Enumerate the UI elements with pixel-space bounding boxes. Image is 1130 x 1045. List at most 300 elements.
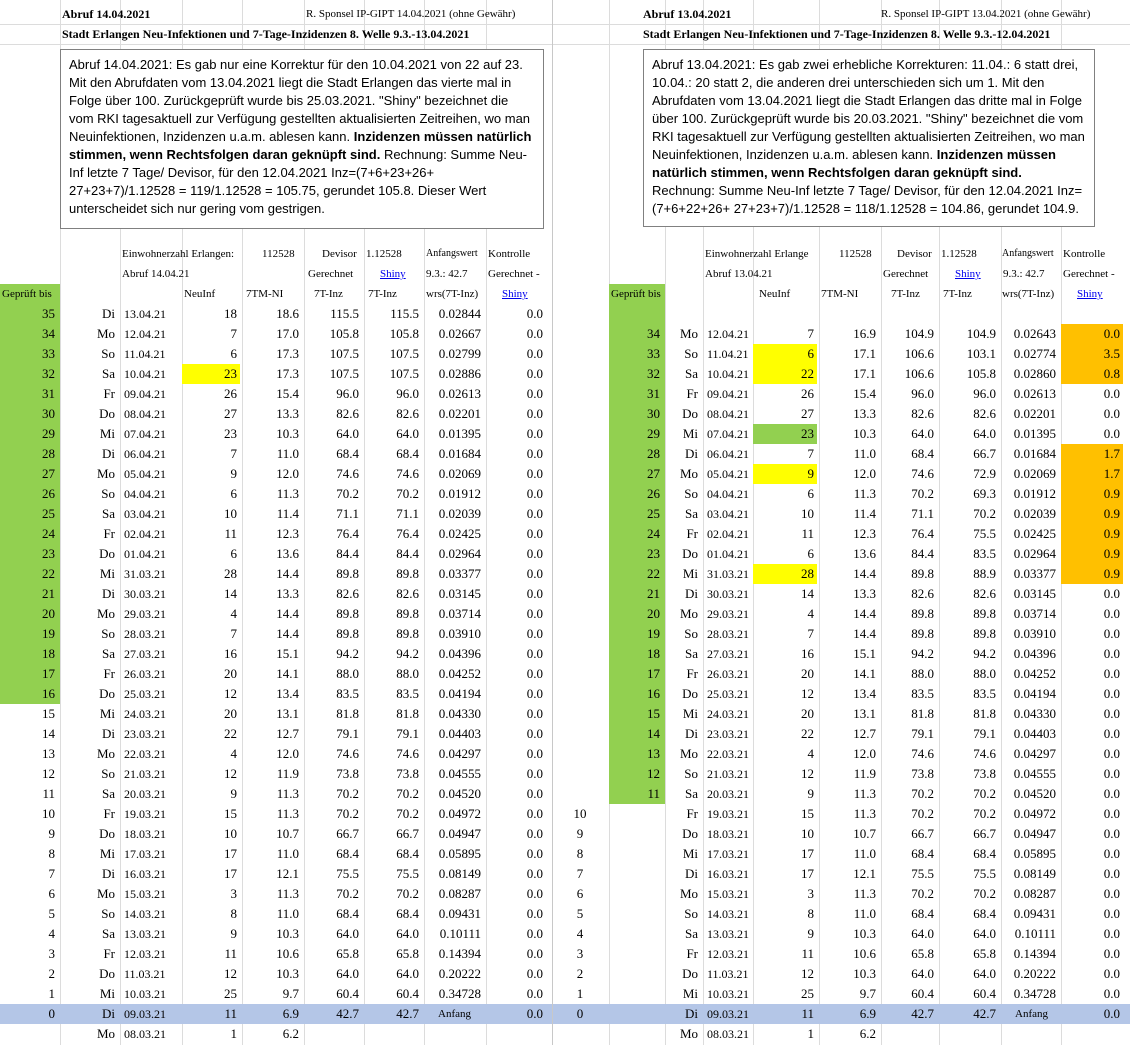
table-row [553, 464, 1130, 484]
cell-weekday: Di [102, 1006, 115, 1021]
cell-7t-inz: 64.0 [911, 426, 934, 441]
cell-date: 17.03.21 [124, 847, 166, 861]
cell-date: 12.03.21 [124, 947, 166, 961]
table-row [0, 904, 552, 924]
cell-checked-index [609, 924, 663, 944]
cell-date: 11.04.21 [124, 347, 166, 361]
table-row [553, 424, 1130, 444]
cell-date: 03.04.21 [707, 507, 749, 521]
cell-control: 0.0 [1103, 766, 1120, 781]
cell-wrs: 0.02964 [1013, 546, 1056, 561]
author-line: R. Sponsel IP-GIPT 14.04.2021 (ohne Gewähr) [306, 8, 516, 20]
cell-wrs: 0.08149 [438, 866, 481, 881]
cell-7tm-ni: 12.7 [276, 726, 299, 741]
cell-control: 0.0 [1103, 986, 1120, 1001]
cell-7tm-ni [819, 304, 879, 324]
cell-weekday: Sa [685, 366, 698, 381]
cell-neuinf: 15 [801, 806, 814, 821]
table-row [553, 624, 1130, 644]
cell-checked-index: 29 [609, 424, 663, 444]
cell-7t-inz: 71.1 [911, 506, 934, 521]
cell-checked-index: 34 [0, 324, 58, 344]
sheet-abruf-13-04 [552, 0, 1130, 1045]
cell-weekday: Fr [103, 526, 115, 541]
cell-7t-inz: 76.4 [911, 526, 934, 541]
cell-7t-inz-shiny: 88.0 [973, 666, 996, 681]
cell-7tm-ni: 10.7 [853, 826, 876, 841]
cell-7t-inz: 107.5 [329, 366, 359, 381]
cell-7t-inz-shiny: 70.2 [973, 786, 996, 801]
cell-row-index [553, 704, 607, 724]
cell-date: 23.03.21 [707, 727, 749, 741]
col-header-7t-inz: 7T-Inz [891, 288, 920, 300]
cell-neuinf: 14 [801, 586, 814, 601]
cell-checked-index: 14 [42, 726, 55, 741]
cell-row-index [553, 1024, 607, 1044]
cell-7t-inz-shiny: 89.8 [396, 566, 419, 581]
cell-weekday: Di [685, 1006, 698, 1021]
cell-7t-inz-shiny: 74.6 [396, 746, 419, 761]
cell-control: 0.0 [526, 586, 543, 601]
cell-checked-index: 6 [48, 886, 55, 901]
cell-neuinf: 25 [224, 986, 237, 1001]
cell-control: 0.0 [1103, 706, 1120, 721]
cell-neuinf: 12 [224, 686, 237, 701]
cell-7tm-ni: 13.1 [276, 706, 299, 721]
cell-date: 12.04.21 [707, 327, 749, 341]
cell-weekday: Do [99, 826, 115, 841]
cell-neuinf: 26 [224, 386, 237, 401]
cell-7t-inz: 70.2 [911, 486, 934, 501]
cell-date: 10.03.21 [124, 987, 166, 1001]
cell-7t-inz: 76.4 [336, 526, 359, 541]
col-header-shiny-link[interactable]: Shiny [502, 288, 528, 300]
table-row [553, 644, 1130, 664]
cell-7t-inz-shiny: 74.6 [973, 746, 996, 761]
cell-7t-inz-shiny: 96.0 [396, 386, 419, 401]
cell-weekday: Mo [679, 466, 698, 481]
table-row [553, 784, 1130, 804]
cell-wrs: 0.02643 [1013, 326, 1056, 341]
cell-7t-inz: 64.0 [336, 926, 359, 941]
cell-wrs: 0.01684 [1013, 446, 1056, 461]
cell-date: 31.03.21 [707, 567, 749, 581]
cell-date: 16.03.21 [124, 867, 166, 881]
cell-7t-inz-shiny [939, 1024, 999, 1044]
cell-wrs: 0.04330 [1013, 706, 1056, 721]
cell-neuinf: 12 [801, 966, 814, 981]
table-row [553, 924, 1130, 944]
cell-wrs: 0.04252 [1013, 666, 1056, 681]
cell-weekday: Sa [102, 786, 115, 801]
einwohner-label: Einwohnerzahl Erlangen: [122, 248, 235, 260]
cell-date: 29.03.21 [124, 607, 166, 621]
cell-checked-index: 29 [0, 424, 58, 444]
cell-date: 13.03.21 [124, 927, 166, 941]
table-row [553, 364, 1130, 384]
cell-row-index: 3 [576, 946, 584, 961]
note-text: Abruf 14.04.2021: Es gab nur eine Korrektur für den 10.04.2021 von 22 auf 23. Mit den Abrufdaten vom 13.04.2021 liegt die Stadt Erlangen das vierte mal in Folge über 100. Zurückgeprüft wurde bis 25.03.2021. "Shiny" bezeichnet die vom RKI tagesaktuell zur Verfügung gestellten aktualisierten Zeitreihen, wo man Neuinfektionen, Inzidenzen u.a.m. ablesen kann. [69, 57, 531, 144]
cell-neuinf: 10 [224, 506, 237, 521]
cell-wrs: 0.04520 [438, 786, 481, 801]
cell-neuinf: 9 [230, 786, 237, 801]
cell-neuinf: 6 [753, 344, 817, 364]
cell-weekday: So [101, 906, 115, 921]
cell-7t-inz-shiny: 64.0 [973, 966, 996, 981]
cell-date: 27.03.21 [124, 647, 166, 661]
cell-7t-inz: 75.5 [911, 866, 934, 881]
table-row [0, 1024, 552, 1044]
cell-wrs: 0.34728 [438, 986, 481, 1001]
cell-control: 0.9 [1061, 544, 1123, 564]
cell-date: 10.04.21 [124, 367, 166, 381]
cell-date: 07.04.21 [124, 427, 166, 441]
table-row [0, 984, 552, 1004]
table-row [553, 744, 1130, 764]
cell-control: 0.9 [1061, 564, 1123, 584]
cell-row-index [553, 404, 607, 424]
table-row [553, 804, 1130, 824]
cell-7t-inz: 96.0 [911, 386, 934, 401]
cell-checked-index [609, 944, 663, 964]
cell-checked-index: 5 [48, 906, 55, 921]
table-row [0, 764, 552, 784]
cell-control: 0.0 [1103, 866, 1120, 881]
cell-7t-inz: 68.4 [336, 446, 359, 461]
cell-7tm-ni: 11.0 [853, 906, 876, 921]
cell-wrs: 0.02069 [438, 466, 481, 481]
cell-wrs: 0.04330 [438, 706, 481, 721]
cell-neuinf: 11 [801, 1006, 814, 1021]
cell-wrs: 0.04194 [438, 686, 481, 701]
anfangswert-label: Anfangswert [426, 248, 478, 259]
cell-date: 02.04.21 [707, 527, 749, 541]
table-row [553, 564, 1130, 584]
cell-control: 0.0 [1103, 406, 1120, 421]
cell-date: 27.03.21 [707, 647, 749, 661]
cell-wrs: 0.03910 [1013, 626, 1056, 641]
cell-neuinf: 26 [801, 386, 814, 401]
cell-7t-inz: 74.6 [911, 466, 934, 481]
cell-7t-inz: 70.2 [336, 806, 359, 821]
cell-7t-inz: 81.8 [336, 706, 359, 721]
cell-weekday: So [684, 346, 698, 361]
divisor-value: 1.12528 [941, 248, 977, 260]
cell-weekday: Mi [99, 986, 115, 1001]
cell-7tm-ni: 17.1 [853, 366, 876, 381]
cell-7t-inz-shiny: 42.7 [973, 1006, 996, 1021]
cell-7tm-ni: 15.1 [276, 646, 299, 661]
cell-weekday: Do [682, 546, 698, 561]
cell-7tm-ni: 6.9 [282, 1006, 299, 1021]
table-row [0, 924, 552, 944]
cell-checked-index: 33 [0, 344, 58, 364]
table-row [0, 624, 552, 644]
cell-row-index: 4 [576, 926, 584, 941]
cell-checked-index [609, 884, 663, 904]
cell-checked-index: 25 [0, 504, 58, 524]
cell-neuinf: 7 [230, 626, 237, 641]
cell-row-index [553, 424, 607, 444]
cell-weekday: Mo [679, 746, 698, 761]
cell-neuinf: 6 [230, 346, 237, 361]
cell-control: 0.0 [1103, 626, 1120, 641]
table-row [0, 704, 552, 724]
sheet-subtitle: Stadt Erlangen Neu-Infektionen und 7-Tage-Inzidenzen 8. Welle 9.3.-13.04.2021 [62, 27, 470, 41]
cell-wrs: 0.20222 [1013, 966, 1056, 981]
cell-date: 08.03.21 [124, 1027, 166, 1041]
cell-control: 0.0 [526, 366, 543, 381]
cell-neuinf: 8 [230, 906, 237, 921]
cell-checked-index: 32 [0, 364, 58, 384]
cell-control: 0.0 [1103, 906, 1120, 921]
cell-7t-inz: 68.4 [911, 846, 934, 861]
cell-7t-inz: 73.8 [336, 766, 359, 781]
cell-7tm-ni: 13.4 [853, 686, 876, 701]
cell-date: 15.03.21 [124, 887, 166, 901]
cell-checked-index: 14 [609, 724, 663, 744]
cell-weekday: Mo [679, 1026, 698, 1041]
cell-7tm-ni: 13.6 [853, 546, 876, 561]
cell-checked-index: 13 [42, 746, 55, 761]
cell-neuinf: 22 [801, 726, 814, 741]
cell-date: 19.03.21 [707, 807, 749, 821]
table-row [0, 524, 552, 544]
cell-control: 0.0 [1103, 686, 1120, 701]
cell-checked-index: 12 [42, 766, 55, 781]
cell-checked-index: 22 [0, 564, 58, 584]
cell-control: 0.0 [526, 886, 543, 901]
cell-checked-index: 0 [48, 1006, 55, 1021]
cell-7t-inz: 82.6 [336, 406, 359, 421]
cell-7t-inz-shiny: 73.8 [396, 766, 419, 781]
table-row [553, 824, 1130, 844]
cell-7t-inz: 65.8 [336, 946, 359, 961]
cell-control: 0.0 [526, 606, 543, 621]
cell-7tm-ni: 12.0 [853, 746, 876, 761]
cell-7t-inz: 82.6 [336, 586, 359, 601]
cell-7tm-ni: 12.7 [853, 726, 876, 741]
cell-wrs: 0.01912 [438, 486, 481, 501]
cell-neuinf: 4 [230, 746, 237, 761]
cell-date: 20.03.21 [124, 787, 166, 801]
cell-checked-index [609, 804, 663, 824]
cell-7t-inz-shiny: 84.4 [396, 546, 419, 561]
cell-7t-inz: 64.0 [336, 966, 359, 981]
cell-date: 09.03.21 [124, 1007, 166, 1021]
cell-7t-inz-shiny: 71.1 [396, 506, 419, 521]
cell-checked-index: 31 [0, 384, 58, 404]
table-row [553, 404, 1130, 424]
table-row [553, 444, 1130, 464]
cell-checked-index [609, 864, 663, 884]
cell-7tm-ni: 14.4 [853, 566, 876, 581]
cell-checked-index: 25 [609, 504, 663, 524]
cell-control: 0.0 [526, 746, 543, 761]
gerechnet-label: Gerechnet [883, 268, 929, 280]
cell-7tm-ni: 10.3 [853, 926, 876, 941]
table-row [0, 344, 552, 364]
cell-7tm-ni: 17.3 [276, 366, 299, 381]
table-row [553, 724, 1130, 744]
cell-7t-inz: 89.8 [911, 626, 934, 641]
cell-neuinf: 23 [224, 426, 237, 441]
table-row [0, 504, 552, 524]
cell-7tm-ni: 12.0 [276, 746, 299, 761]
cell-wrs: 0.02201 [438, 406, 481, 421]
cell-wrs: 0.01395 [438, 426, 481, 441]
shiny-link[interactable]: Shiny [955, 268, 981, 280]
cell-checked-index: 3 [48, 946, 55, 961]
cell-7t-inz: 84.4 [336, 546, 359, 561]
cell-weekday: Sa [102, 926, 115, 941]
cell-control [486, 1024, 546, 1044]
cell-weekday: Fr [103, 666, 115, 681]
cell-7t-inz-shiny: 68.4 [396, 906, 419, 921]
cell-7tm-ni: 11.0 [276, 446, 299, 461]
cell-date: 16.03.21 [707, 867, 749, 881]
cell-7t-inz: 74.6 [336, 746, 359, 761]
shiny-link[interactable]: Shiny [380, 268, 406, 280]
cell-weekday: Di [102, 726, 115, 741]
cell-7tm-ni: 12.1 [853, 866, 876, 881]
cell-weekday: So [684, 906, 698, 921]
cell-neuinf: 10 [224, 826, 237, 841]
cell-7t-inz: 115.5 [330, 306, 359, 321]
cell-7t-inz-shiny: 107.5 [389, 346, 419, 361]
cell-wrs [1001, 304, 1059, 324]
cell-control: 0.0 [526, 686, 543, 701]
cell-weekday: Mo [679, 326, 698, 341]
cell-7t-inz: 64.0 [911, 966, 934, 981]
cell-checked-index: 17 [609, 664, 663, 684]
cell-7t-inz-shiny: 72.9 [973, 466, 996, 481]
cell-weekday: Sa [102, 506, 115, 521]
cell-wrs: 0.04555 [438, 766, 481, 781]
cell-weekday: So [101, 486, 115, 501]
cell-7t-inz-shiny: 64.0 [396, 426, 419, 441]
cell-control: 0.0 [1103, 786, 1120, 801]
cell-7t-inz-shiny: 103.1 [966, 346, 996, 361]
cell-row-index: 9 [576, 826, 584, 841]
cell-neuinf: 12 [224, 966, 237, 981]
cell-row-index [553, 324, 607, 344]
table-row [0, 404, 552, 424]
cell-neuinf: 15 [224, 806, 237, 821]
cell-row-index [553, 604, 607, 624]
gerechnet-minus-label: Gerechnet - [1063, 268, 1115, 280]
cell-weekday: Sa [685, 786, 698, 801]
cell-date: 13.04.21 [124, 307, 166, 321]
cell-date: 08.03.21 [707, 1027, 749, 1041]
cell-7t-inz-shiny: 70.2 [396, 486, 419, 501]
cell-date: 06.04.21 [124, 447, 166, 461]
cell-control: 0.0 [526, 986, 543, 1001]
cell-wrs: 0.05895 [1013, 846, 1056, 861]
cell-7t-inz: 75.5 [336, 866, 359, 881]
note-box [643, 49, 1095, 227]
cell-7tm-ni: 10.7 [276, 826, 299, 841]
cell-7t-inz: 79.1 [336, 726, 359, 741]
cell-checked-index: 30 [609, 404, 663, 424]
cell-checked-index: 11 [609, 784, 663, 804]
cell-checked-index: 30 [0, 404, 58, 424]
cell-weekday: Fr [103, 386, 115, 401]
geprueft-header: Geprüft bis [611, 288, 661, 300]
cell-7t-inz-shiny: 94.2 [396, 646, 419, 661]
cell-checked-index: 26 [0, 484, 58, 504]
cell-weekday: Mi [99, 846, 115, 861]
cell-7t-inz: 88.0 [336, 666, 359, 681]
cell-7t-inz: 94.2 [911, 646, 934, 661]
cell-neuinf: 6 [230, 546, 237, 561]
cell-7t-inz: 64.0 [911, 926, 934, 941]
cell-wrs: 0.14394 [1013, 946, 1056, 961]
cell-7tm-ni: 13.3 [276, 406, 299, 421]
cell-wrs: 0.02201 [1013, 406, 1056, 421]
cell-7tm-ni: 12.0 [276, 466, 299, 481]
table-row [0, 364, 552, 384]
cell-control: 0.0 [526, 706, 543, 721]
table-row [553, 384, 1130, 404]
cell-date: 17.03.21 [707, 847, 749, 861]
cell-7tm-ni: 14.1 [853, 666, 876, 681]
cell-7t-inz-shiny: 60.4 [973, 986, 996, 1001]
cell-date: 26.03.21 [124, 667, 166, 681]
cell-control: 0.0 [526, 346, 543, 361]
cell-weekday: Mi [682, 566, 698, 581]
anfangswert-label: Anfangswert [1002, 248, 1054, 259]
cell-weekday: Mi [682, 846, 698, 861]
cell-wrs: 0.03377 [1013, 566, 1056, 581]
cell-wrs: 0.01395 [1013, 426, 1056, 441]
cell-7t-inz-shiny: 68.4 [396, 846, 419, 861]
cell-date: 22.03.21 [124, 747, 166, 761]
cell-neuinf: 28 [753, 564, 817, 584]
cell-row-index [553, 464, 607, 484]
cell-row-index [553, 724, 607, 744]
cell-date: 09.04.21 [707, 387, 749, 401]
cell-date: 30.03.21 [124, 587, 166, 601]
cell-control: 0.0 [526, 946, 543, 961]
cell-neuinf: 10 [801, 826, 814, 841]
cell-7tm-ni: 11.3 [276, 786, 299, 801]
anfang-value: 9.3.: 42.7 [1003, 268, 1045, 280]
cell-neuinf: 10 [801, 506, 814, 521]
cell-control: 0.0 [526, 846, 543, 861]
table-row [0, 744, 552, 764]
cell-control: 0.9 [1061, 524, 1123, 544]
cell-7t-inz-shiny: 68.4 [973, 846, 996, 861]
cell-weekday: So [101, 766, 115, 781]
cell-checked-index [609, 1004, 663, 1024]
cell-7tm-ni: 9.7 [282, 986, 299, 1001]
cell-7t-inz-shiny: 107.5 [389, 366, 419, 381]
cell-7t-inz-shiny: 64.0 [973, 426, 996, 441]
cell-neuinf: 7 [230, 446, 237, 461]
cell-7t-inz: 83.5 [911, 686, 934, 701]
table-row [553, 984, 1130, 1004]
col-header-shiny-link[interactable]: Shiny [1077, 288, 1103, 300]
cell-7t-inz-shiny: 75.5 [973, 526, 996, 541]
cell-wrs: 0.03910 [438, 626, 481, 641]
cell-7t-inz-shiny: 89.8 [396, 626, 419, 641]
cell-date: 10.03.21 [707, 987, 749, 1001]
cell-row-index: 6 [576, 886, 584, 901]
cell-7tm-ni: 17.3 [276, 346, 299, 361]
cell-7t-inz-shiny: 88.9 [973, 566, 996, 581]
cell-7t-inz-shiny: 89.8 [973, 606, 996, 621]
